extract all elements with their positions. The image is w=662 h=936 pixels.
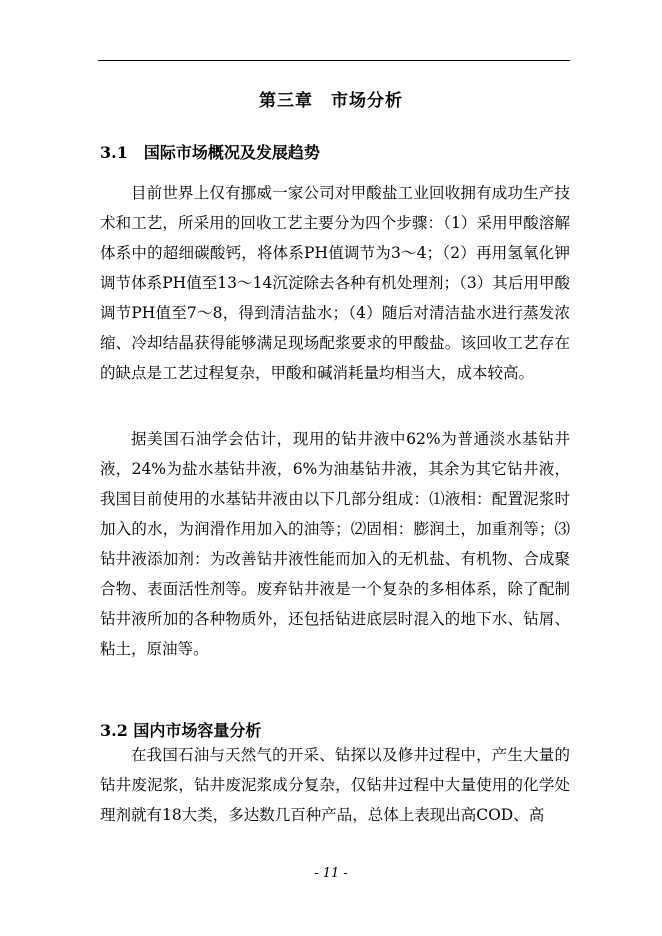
page-number: - 11 -	[314, 866, 348, 881]
header-rule	[98, 60, 570, 61]
chapter-title: 第三章 市场分析	[259, 91, 403, 111]
section-heading-international-market: 3.1 国际市场概况及发展趋势	[100, 143, 320, 162]
paragraph-recycling-process: 目前世界上仅有挪威一家公司对甲酸盐工业回收拥有成功生产技术和工艺，所采用的回收工艺主要分为四个步骤：（1）采用甲酸溶解体系中的超细碳酸钙，将体系PH值调节为3～4；（2）再用氢氧化钾调节体系PH值至13～14沉淀除去各种有机处理剂；（3）其后用甲酸调节PH值至7～8，得到清洁盐水；（4）随后对清洁盐水进行蒸发浓缩、冷却结晶获得能够满足现场配浆要求的甲酸盐。该回收工艺存在的缺点是工艺过程复杂，甲酸和碱消耗量均相当大，成本较高。	[100, 184, 570, 382]
section-heading-domestic-market: 3.2 国内市场容量分析	[100, 721, 262, 740]
paragraph-domestic-waste-mud: 在我国石油与天然气的开采、钻探以及修井过程中，产生大量的钻井废泥浆，钻井废泥浆成分复杂，仅钻井过程中大量使用的化学处理剂就有18大类，多达数几百种产品，总体上表现出高COD、高	[100, 746, 570, 824]
paragraph-drilling-fluid-composition: 据美国石油学会估计，现用的钻井液中62%为普通淡水基钻井液，24%为盐水基钻井液，6%为油基钻井液，其余为其它钻井液，我国目前使用的水基钻井液由以下几部分组成：⑴液相：配置泥浆时加入的水，为润滑作用加入的油等；⑵固相：膨润土，加重剂等；⑶钻井液添加剂：为改善钻井液性能而加入的无机盐、有机物、合成聚合物、表面活性剂等。废弃钻井液是一个复杂的多相体系，除了配制钻井液所加的各种物质外，还包括钻进底层时混入的地下水、钻屑、粘土，原油等。	[100, 430, 570, 658]
